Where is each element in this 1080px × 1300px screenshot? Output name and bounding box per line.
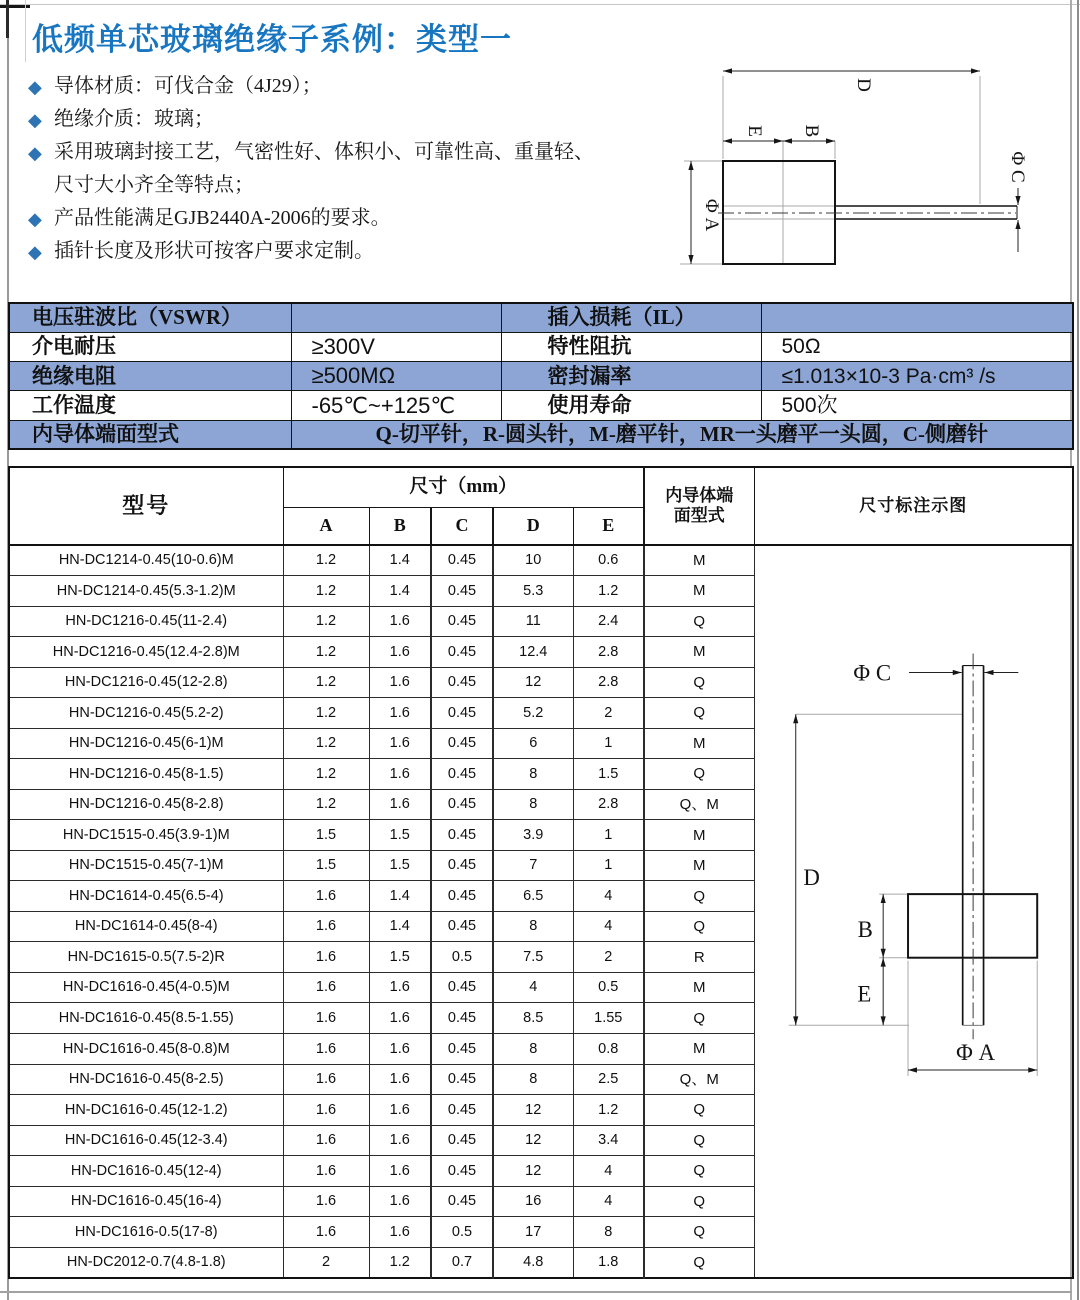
cell-type: Q [644,1156,754,1187]
bullet-item [28,103,688,136]
cell-c: 0.45 [431,850,493,881]
cell-c: 0.45 [431,1186,493,1217]
cell-d: 8 [493,759,573,790]
cell-type: Q [644,759,754,790]
page-edge-left-dark [6,0,9,38]
cell-model: HN-DC1614-0.45(8-4) [9,911,283,942]
cell-b: 1.4 [369,576,431,607]
cell-c: 0.45 [431,911,493,942]
spec-cell [291,303,501,332]
cell-c: 0.7 [431,1247,493,1278]
cell-e: 2 [573,942,644,973]
spec-cell: 50Ω [761,332,1073,361]
cell-e: 1.55 [573,1003,644,1034]
cell-type: M [644,545,754,576]
cell-c: 0.45 [431,698,493,729]
cell-type: Q [644,698,754,729]
spec-cell: -65℃~+125℃ [291,391,501,420]
cell-e: 4 [573,911,644,942]
cell-c: 0.5 [431,1217,493,1248]
cell-model: HN-DC1615-0.5(7.5-2)R [9,942,283,973]
cell-type: Q、M [644,789,754,820]
cell-c: 0.45 [431,881,493,912]
cell-model: HN-DC1515-0.45(7-1)M [9,850,283,881]
main-table [8,466,1074,1279]
cell-a: 1.2 [283,728,369,759]
cell-d: 10 [493,545,573,576]
cell-model: HN-DC1616-0.45(4-0.5)M [9,972,283,1003]
dim-label-d: D [802,865,820,891]
spec-table [8,302,1074,450]
diamond-bullet-icon: ◆ [28,209,42,229]
cell-a: 1.2 [283,545,369,576]
cell-model: HN-DC1216-0.45(6-1)M [9,728,283,759]
cell-b: 1.6 [369,972,431,1003]
cell-b: 1.6 [369,1064,431,1095]
spec-cell: 内导体端面型式 [9,420,291,449]
cell-d: 6 [493,728,573,759]
cell-a: 1.5 [283,820,369,851]
cell-b: 1.6 [369,1095,431,1126]
cell-c: 0.45 [431,606,493,637]
diamond-bullet-icon: ◆ [28,143,42,163]
cell-a: 1.6 [283,1186,369,1217]
cell-type: M [644,728,754,759]
cell-b: 1.6 [369,1217,431,1248]
cell-a: 1.2 [283,606,369,637]
spec-cell: 密封漏率 [501,362,761,391]
cell-e: 4 [573,881,644,912]
cell-d: 5.3 [493,576,573,607]
header-diagram: 尺寸标注示图 [754,467,1073,545]
cell-b: 1.6 [369,759,431,790]
cell-e: 1 [573,820,644,851]
cell-d: 17 [493,1217,573,1248]
cell-c: 0.45 [431,972,493,1003]
cell-e: 2.8 [573,789,644,820]
top-extension-lines [680,76,980,264]
cell-model: HN-DC1614-0.45(6.5-4) [9,881,283,912]
header-dims-group: 尺寸（mm） [283,467,644,507]
cell-a: 1.6 [283,1125,369,1156]
dim-label-phi-a: Φ A [701,198,722,232]
cell-e: 1.2 [573,1095,644,1126]
cell-d: 7.5 [493,942,573,973]
cell-c: 0.45 [431,1064,493,1095]
spec-row [9,303,1073,332]
cell-b: 1.6 [369,1156,431,1187]
cell-e: 0.8 [573,1034,644,1065]
cell-d: 12 [493,1125,573,1156]
header-dim-b: B [369,507,431,545]
header-type-line2: 面型式 [673,506,725,525]
dim-label-phi-a: Φ A [955,1040,995,1066]
dim-label-b: B [857,916,873,942]
header-model: 型号 [9,467,283,545]
cell-model: HN-DC2012-0.7(4.8-1.8) [9,1247,283,1278]
cell-model: HN-DC1216-0.45(5.2-2) [9,698,283,729]
cell-model: HN-DC1214-0.45(10-0.6)M [9,545,283,576]
cell-type: M [644,576,754,607]
spec-cell: 工作温度 [9,391,291,420]
cell-type: M [644,820,754,851]
cell-e: 1 [573,728,644,759]
cell-a: 1.2 [283,698,369,729]
diamond-bullet-icon: ◆ [28,242,42,262]
cell-e: 1.8 [573,1247,644,1278]
cell-model: HN-DC1216-0.45(11-2.4) [9,606,283,637]
cell-d: 6.5 [493,881,573,912]
cell-type: Q [644,911,754,942]
spec-row [9,332,1073,361]
cell-model: HN-DC1216-0.45(8-2.8) [9,789,283,820]
cell-type: Q [644,1003,754,1034]
spec-cell: 500次 [761,391,1073,420]
cell-c: 0.45 [431,576,493,607]
cell-d: 8 [493,1064,573,1095]
bullet-item [28,202,688,235]
cell-c: 0.45 [431,759,493,790]
cell-type: Q [644,881,754,912]
spec-row [9,391,1073,420]
cell-model: HN-DC1616-0.45(8-0.8)M [9,1034,283,1065]
cell-a: 1.6 [283,911,369,942]
cell-type: M [644,1034,754,1065]
cell-a: 1.6 [283,942,369,973]
cell-b: 1.4 [369,881,431,912]
cell-a: 1.5 [283,850,369,881]
dim-label-d: D [853,78,874,92]
cell-model: HN-DC1616-0.45(12-3.4) [9,1125,283,1156]
cell-b: 1.4 [369,911,431,942]
cell-e: 0.5 [573,972,644,1003]
cell-e: 0.6 [573,545,644,576]
cell-e: 4 [573,1156,644,1187]
cell-a: 1.6 [283,1003,369,1034]
spec-cell: ≥300V [291,332,501,361]
cell-a: 1.2 [283,789,369,820]
spec-cell: 使用寿命 [501,391,761,420]
cell-c: 0.45 [431,728,493,759]
table-row [9,545,1073,576]
cell-b: 1.6 [369,1125,431,1156]
diagram-part-outline [908,666,1037,1026]
diagram-extension-lines [788,714,1036,1076]
cell-b: 1.6 [369,637,431,668]
cell-d: 5.2 [493,698,573,729]
top-dimension-lines [691,71,1018,264]
cell-a: 1.6 [283,972,369,1003]
spec-cell: 插入损耗（IL） [501,303,761,332]
cell-d: 7 [493,850,573,881]
page-edge-bottom [0,1291,1072,1293]
cell-c: 0.45 [431,820,493,851]
cell-a: 1.6 [283,1095,369,1126]
cell-e: 4 [573,1186,644,1217]
cell-type: Q [644,1217,754,1248]
spec-cell: ≤1.013×10-3 Pa·cm³ /s [761,362,1073,391]
cell-model: HN-DC1216-0.45(12.4-2.8)M [9,637,283,668]
scan-artifact-line [25,0,26,62]
cell-e: 2 [573,698,644,729]
dim-label-phi-c: Φ C [1007,151,1028,183]
cell-b: 1.2 [369,1247,431,1278]
cell-a: 1.6 [283,881,369,912]
bullet-text: 插针长度及形状可按客户要求定制。 [54,240,374,262]
spec-cell: 介电耐压 [9,332,291,361]
bullet-text: 产品性能满足GJB2440A-2006的要求。 [54,207,391,229]
cell-a: 2 [283,1247,369,1278]
cell-type: Q [644,1247,754,1278]
cell-d: 12 [493,667,573,698]
cell-type: Q、M [644,1064,754,1095]
cell-d: 8.5 [493,1003,573,1034]
top-dimension-labels [701,78,1028,231]
cell-model: HN-DC1216-0.45(12-2.8) [9,667,283,698]
cell-a: 1.2 [283,637,369,668]
cell-e: 1.5 [573,759,644,790]
cell-type: Q [644,667,754,698]
cell-d: 8 [493,789,573,820]
cell-b: 1.5 [369,850,431,881]
cell-type: Q [644,1186,754,1217]
bullet-item [28,136,688,202]
dim-label-e: E [856,981,871,1007]
header-dim-e: E [573,507,644,545]
cell-b: 1.6 [369,728,431,759]
cell-model: HN-DC1515-0.45(3.9-1)M [9,820,283,851]
cell-b: 1.5 [369,942,431,973]
cell-model: HN-DC1616-0.45(12-1.2) [9,1095,283,1126]
cell-type: M [644,972,754,1003]
cell-e: 3.4 [573,1125,644,1156]
page-edge-right-outer [1077,0,1079,1300]
cell-b: 1.6 [369,1034,431,1065]
spec-cell: 特性阻抗 [501,332,761,361]
cell-b: 1.6 [369,1186,431,1217]
cell-model: HN-DC1616-0.45(12-4) [9,1156,283,1187]
page-title: 低频单芯玻璃绝缘子系例：类型一 [32,22,512,57]
bullet-text: 绝缘介质：玻璃； [54,108,214,130]
spec-cell [761,303,1073,332]
bullet-text: 导体材质：可伐合金（4J29）； [54,75,322,97]
page-edge-top [0,4,1080,5]
cell-d: 8 [493,1034,573,1065]
cell-model: HN-DC1616-0.45(8-2.5) [9,1064,283,1095]
cell-c: 0.45 [431,1003,493,1034]
cell-b: 1.6 [369,789,431,820]
header-type [644,467,754,545]
spec-row [9,420,1073,449]
cell-b: 1.6 [369,1003,431,1034]
header-dim-c: C [431,507,493,545]
spec-cell: ≥500MΩ [291,362,501,391]
cell-d: 12 [493,1095,573,1126]
cell-b: 1.6 [369,698,431,729]
cell-model: HN-DC1214-0.45(5.3-1.2)M [9,576,283,607]
bullet-list [28,70,688,268]
cell-e: 2.5 [573,1064,644,1095]
cell-d: 8 [493,911,573,942]
cell-model: HN-DC1216-0.45(8-1.5) [9,759,283,790]
dim-label-e: E [744,125,765,137]
cell-model: HN-DC1616-0.45(8.5-1.55) [9,1003,283,1034]
cell-a: 1.6 [283,1064,369,1095]
cell-c: 0.5 [431,942,493,973]
cell-c: 0.45 [431,1034,493,1065]
cell-c: 0.45 [431,1125,493,1156]
spec-cell: Q-切平针，R-圆头针，M-磨平针，MR一头磨平一头圆，C-侧磨针 [291,420,1073,449]
dim-label-b: B [801,124,822,138]
header-dim-a: A [283,507,369,545]
cell-d: 12.4 [493,637,573,668]
cell-e: 8 [573,1217,644,1248]
cell-a: 1.2 [283,759,369,790]
cell-e: 2.8 [573,667,644,698]
spec-cell: 电压驻波比（VSWR） [9,303,291,332]
cell-c: 0.45 [431,789,493,820]
cell-a: 1.2 [283,667,369,698]
cell-b: 1.6 [369,606,431,637]
cell-e: 1.2 [573,576,644,607]
bullet-item [28,235,688,268]
cell-d: 12 [493,1156,573,1187]
cell-c: 0.45 [431,545,493,576]
cell-e: 2.4 [573,606,644,637]
cell-a: 1.2 [283,576,369,607]
cell-b: 1.6 [369,667,431,698]
bullet-text: 尺寸大小齐全等特点； [54,174,254,196]
cell-c: 0.45 [431,1095,493,1126]
diamond-bullet-icon: ◆ [28,77,42,97]
cell-model: HN-DC1616-0.5(17-8) [9,1217,283,1248]
diagram-dimension-labels [803,660,995,1065]
cell-type: M [644,850,754,881]
top-technical-drawing [678,45,1028,275]
dimension-diagram [755,546,1070,1277]
diagram-dimension-lines [795,673,1036,1070]
cell-a: 1.6 [283,1156,369,1187]
cell-b: 1.5 [369,820,431,851]
bullet-item [28,70,688,103]
cell-c: 0.45 [431,1156,493,1187]
cell-c: 0.45 [431,667,493,698]
cell-d: 16 [493,1186,573,1217]
cell-e: 2.8 [573,637,644,668]
cell-a: 1.6 [283,1217,369,1248]
spec-cell: 绝缘电阻 [9,362,291,391]
cell-d: 11 [493,606,573,637]
cell-c: 0.45 [431,637,493,668]
cell-b: 1.4 [369,545,431,576]
cell-type: Q [644,606,754,637]
header-dim-d: D [493,507,573,545]
cell-e: 1 [573,850,644,881]
diamond-bullet-icon: ◆ [28,110,42,130]
header-type-line1: 内导体端 [665,485,734,505]
cell-d: 4.8 [493,1247,573,1278]
bullet-text: 采用玻璃封接工艺，气密性好、体积小、可靠性高、重量轻、 [54,141,594,163]
cell-type: R [644,942,754,973]
cell-type: Q [644,1095,754,1126]
cell-d: 4 [493,972,573,1003]
dim-label-phi-c: Φ C [852,660,891,686]
spec-row [9,362,1073,391]
cell-d: 3.9 [493,820,573,851]
cell-type: Q [644,1125,754,1156]
cell-model: HN-DC1616-0.45(16-4) [9,1186,283,1217]
cell-a: 1.6 [283,1034,369,1065]
cell-type: M [644,637,754,668]
dimension-diagram-cell [754,545,1073,1278]
